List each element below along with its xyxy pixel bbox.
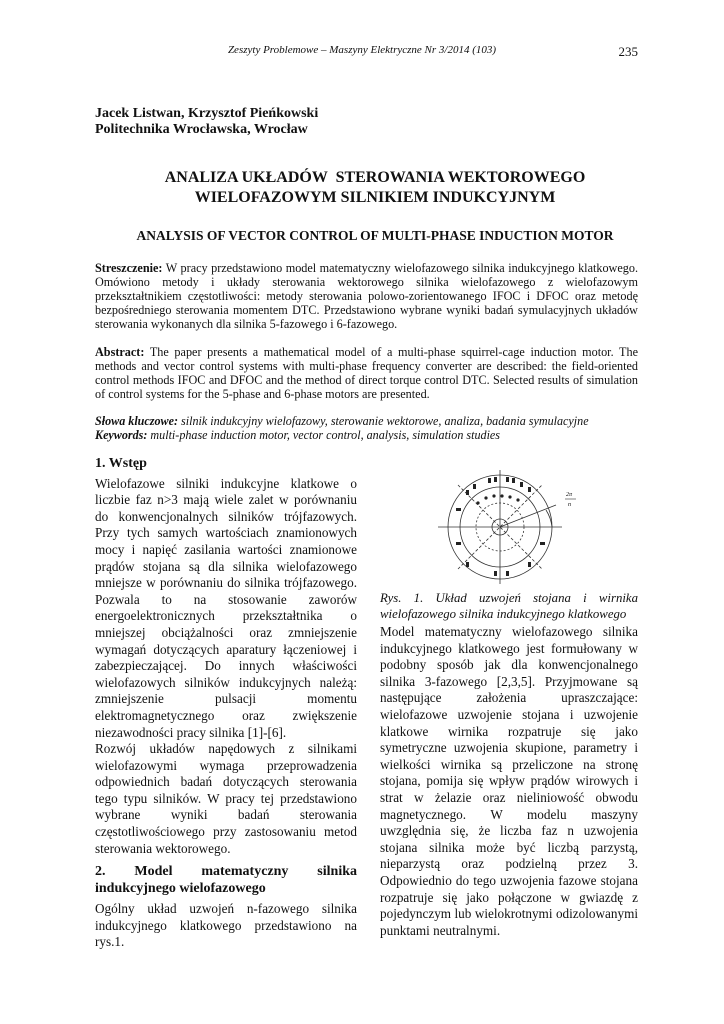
streszczenie-block <box>95 262 638 332</box>
streszczenie-label: Streszczenie: <box>95 261 163 275</box>
keywords-english-label: Keywords: <box>95 428 148 442</box>
streszczenie-text: W pracy przedstawiono model matematyczny wielofazowego silnika indukcyjnego klatkowego. Omówiono metody i układy sterowania wektorowego silnika wielofazowego z wielofazowym przekształtnikiem częstotliwości: metody sterowania polowo-zorientowanego IFOC i DFOC oraz metodę bezpośredniego sterowania momentem DTC. Przedstawiono wybrane wyniki badań symulacyjnych układów sterowania wykonanych dla silnika 5-fazowego i 6-fazowego. <box>95 261 638 331</box>
journal-header: Zeszyty Problemowe – Maszyny Elektryczne Nr 3/2014 (103) <box>227 44 497 56</box>
rotor-bars <box>476 494 519 504</box>
keywords-block <box>95 414 640 442</box>
left-column <box>95 456 357 951</box>
author-names: Jacek Listwan, Krzysztof Pieńkowski <box>95 106 319 121</box>
abstract-text: The paper presents a mathematical model of a multi-phase squirrel-cage induction motor. The methods and vector control systems with multi-phase frequency converter are described: the field-oriented control methods IFOC and DFOC and the method of direct torque control DTC. Selected results of simulation of control systems for the 5-phase and 6-phase motors are presented. <box>95 345 638 401</box>
figure-caption: Rys. 1. Układ uzwojeń stojana i wirnika wielofazowego silnika indukcyjnego klatkowego <box>380 591 638 621</box>
title-polish-line2: WIELOFAZOWYM SILNIKIEM INDUKCYJNYM <box>194 189 556 206</box>
section1-heading: 1. Wstęp <box>95 456 147 471</box>
section1-paragraph2: Rozwój układów napędowych z silnikami wielofazowymi wymaga przeprowadzenia odpowiednich badań dotyczących sterowania tego typu silników. W pracy tej przedstawiono wybrane wyniki badań sterowania częstotliwościowego przy zastosowaniu metod sterowania wektorowego. <box>95 741 357 856</box>
section1-paragraph1: Wielofazowe silniki indukcyjne klatkowe o liczbie faz n>3 mają wiele zalet w porównaniu do konwencjonalnych silników trójfazowych. Przy tych samych wartościach znamionowych mocy i napięć zasilania wartości znamionowe prądów stojana są dla silnika wielofazowego mniejsze w porównaniu do silnika trójfazowego. Pozwala to na stosowanie zaworów energoelektronicznych przekształtnika o mniejszej obciążalności oraz zmniejszenie wymagań dotyczących aparatury łączeniowej i zabezpieczającej. Do innych właściwości wielofazowych silników indukcyjnych należą: zmniejszenie pulsacji momentu elektromagnetycznego oraz zwiększenie niezawodności pracy silnika [1]-[6]. <box>95 475 357 740</box>
winding-diagram <box>428 470 590 588</box>
angle-label-denominator: n <box>568 502 571 508</box>
abstract-block <box>95 346 638 402</box>
right-column-paragraph1: Model matematyczny wielofazowego silnika indukcyjnego klatkowego jest formułowany w podobny sposób jak dla konwencjonalnego silnika 3-fazowego [2,3,5]. Przyjmowane są następujące założenia upraszczające: wielofazowe uzwojenie stojana i uzwojenie klatkowe wirnika rozpatruje się jako symetryczne uzwojenia skupione, parametry i wielkości wirnika są przeliczone na stronę stojana, pomija się wpływ prądów wirowych i strat w żelazie oraz nieliniowość obwodu magnetycznego. W modelu maszyny uwzględnia się, że liczba faz n uzwojenia stojana silnika może być liczbą parzystą, nieparzystą oraz podzielną przez 3. Odpowiednio do tego uzwojenia fazowe stojana rozpatruje się jako połączone w gwiazdę z pojedynczym lub wielokrotnymi odizolowanymi punktami neutralnymi. <box>380 624 638 938</box>
page-number: 235 <box>618 44 638 59</box>
keywords-polish-label: Słowa kluczowe: <box>95 414 178 428</box>
section2-heading: 2. Model matematyczny silnika indukcyjnego wielofazowego <box>95 864 357 897</box>
keywords-polish-text: silnik indukcyjny wielofazowy, sterowanie wektorowe, analiza, badania symulacyjne <box>178 414 589 428</box>
title-polish <box>95 168 655 208</box>
keywords-english <box>95 428 640 442</box>
title-polish-line1: ANALIZA UKŁADÓW STEROWANIA WEKTOROWEGO <box>164 169 586 186</box>
author-affiliation: Politechnika Wrocławska, Wrocław <box>95 122 308 137</box>
title-english: ANALYSIS OF VECTOR CONTROL OF MULTI-PHASE INDUCTION MOTOR <box>136 228 614 243</box>
author-block <box>95 106 318 138</box>
keywords-polish <box>95 414 640 428</box>
angle-label-numerator: 2π <box>566 492 573 498</box>
keywords-english-text: multi-phase induction motor, vector control, analysis, simulation studies <box>147 428 501 442</box>
right-column <box>380 624 638 939</box>
section2-paragraph1: Ogólny układ uzwojeń n-fazowego silnika indukcyjnego klatkowego przedstawiono na rys.1. <box>95 901 357 950</box>
abstract-label: Abstract: <box>95 345 145 359</box>
